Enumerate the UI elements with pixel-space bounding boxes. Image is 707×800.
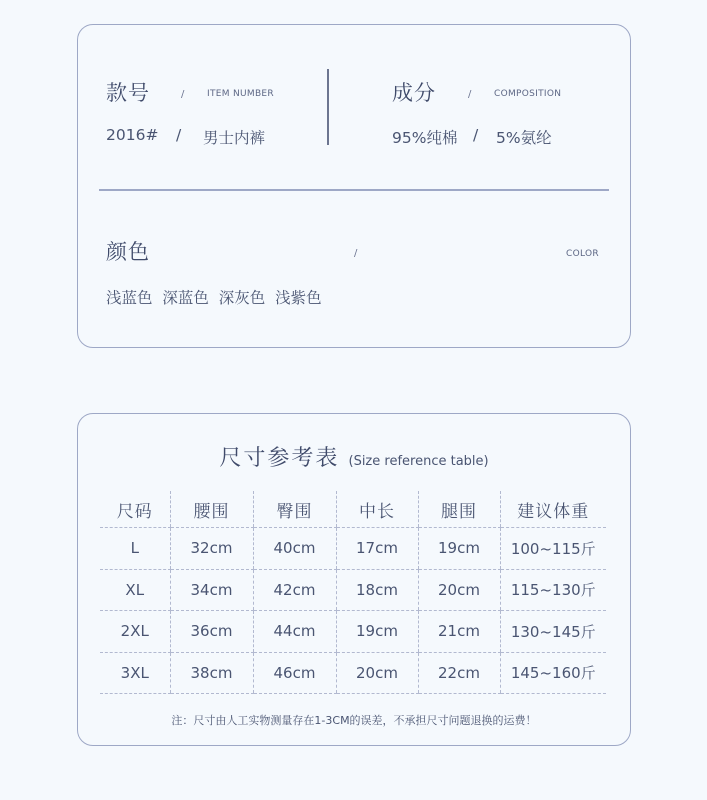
composition-label-en: COMPOSITION bbox=[494, 89, 562, 99]
item-number-sep: / bbox=[176, 126, 182, 144]
table-cell: 18cm bbox=[336, 569, 418, 611]
table-cell: XL bbox=[100, 569, 170, 611]
table-cell: 20cm bbox=[418, 569, 500, 611]
table-cell: 19cm bbox=[336, 611, 418, 653]
table-cell: 38cm bbox=[170, 652, 253, 694]
table-cell: 40cm bbox=[253, 528, 336, 570]
table-row bbox=[100, 528, 606, 570]
color-label-en: COLOR bbox=[566, 249, 599, 259]
table-cell: 145~160斤 bbox=[500, 652, 606, 694]
column-header: 腿围 bbox=[418, 491, 500, 528]
color-slash: / bbox=[354, 248, 358, 259]
table-cell: 22cm bbox=[418, 652, 500, 694]
table-cell: 42cm bbox=[253, 569, 336, 611]
table-cell: 34cm bbox=[170, 569, 253, 611]
measurement-note: 注：尺寸由人工实物测量存在1-3CM的误差，不承担尺寸问题退换的运费！ bbox=[171, 714, 537, 727]
item-number-code: 2016# bbox=[106, 126, 159, 144]
size-table bbox=[100, 491, 606, 694]
vertical-divider bbox=[327, 69, 329, 145]
table-row bbox=[100, 611, 606, 653]
column-header: 中长 bbox=[336, 491, 418, 528]
table-cell: 19cm bbox=[418, 528, 500, 570]
column-header: 建议体重 bbox=[500, 491, 606, 528]
table-cell: 32cm bbox=[170, 528, 253, 570]
table-cell: 36cm bbox=[170, 611, 253, 653]
color-label: 颜色 bbox=[106, 240, 150, 264]
size-table-title bbox=[78, 441, 630, 472]
size-reference-card bbox=[77, 413, 631, 746]
table-row bbox=[100, 652, 606, 694]
table-cell: 44cm bbox=[253, 611, 336, 653]
column-header: 尺码 bbox=[100, 491, 170, 528]
table-cell: 2XL bbox=[100, 611, 170, 653]
item-number-label-en: ITEM NUMBER bbox=[207, 89, 274, 99]
table-cell: 130~145斤 bbox=[500, 611, 606, 653]
horizontal-divider bbox=[99, 189, 609, 191]
table-cell: 21cm bbox=[418, 611, 500, 653]
table-cell: 115~130斤 bbox=[500, 569, 606, 611]
composition-part2: 5%氨纶 bbox=[496, 129, 552, 147]
table-cell: 20cm bbox=[336, 652, 418, 694]
table-cell: L bbox=[100, 528, 170, 570]
size-table-title-cn: 尺寸参考表 bbox=[219, 446, 340, 471]
column-header: 腰围 bbox=[170, 491, 253, 528]
composition-label: 成分 bbox=[392, 81, 436, 105]
table-cell: 3XL bbox=[100, 652, 170, 694]
column-header: 臀围 bbox=[253, 491, 336, 528]
table-cell: 46cm bbox=[253, 652, 336, 694]
table-header-row bbox=[100, 491, 606, 528]
product-info-card bbox=[77, 24, 631, 348]
size-table-title-en: (Size reference table) bbox=[348, 454, 489, 469]
composition-part1: 95%纯棉 bbox=[392, 129, 458, 147]
table-cell: 100~115斤 bbox=[500, 528, 606, 570]
color-values: 浅蓝色 深蓝色 深灰色 浅紫色 bbox=[106, 289, 322, 307]
composition-sep: / bbox=[473, 126, 479, 144]
table-cell: 17cm bbox=[336, 528, 418, 570]
table-row bbox=[100, 569, 606, 611]
item-number-name: 男士内裤 bbox=[203, 129, 266, 147]
item-number-label: 款号 bbox=[106, 81, 150, 105]
item-number-slash: / bbox=[181, 89, 185, 100]
composition-slash: / bbox=[468, 89, 472, 100]
